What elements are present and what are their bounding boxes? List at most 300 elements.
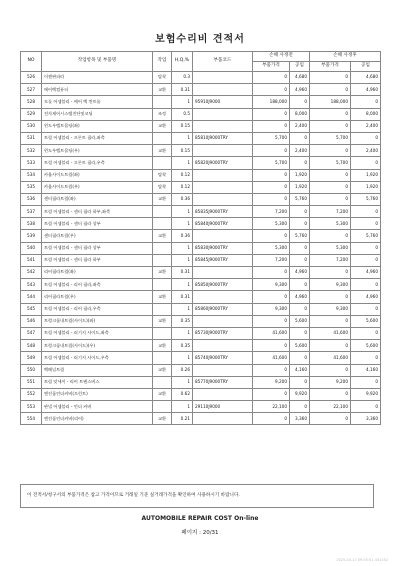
row-no: 553 xyxy=(21,401,42,413)
row-part-price-before: 7,200 xyxy=(253,206,290,218)
row-no: 541 xyxy=(21,254,42,266)
row-item-name: 엔진룸언더커버(리어) xyxy=(42,413,153,425)
row-job xyxy=(153,327,172,339)
row-labor-after: 2,400 xyxy=(351,120,381,132)
row-no: 537 xyxy=(21,206,42,218)
row-labor-after: 0 xyxy=(351,96,381,108)
row-labor-before: 0 xyxy=(290,327,310,339)
row-labor-after: 0 xyxy=(351,218,381,230)
row-labor-after: 1,920 xyxy=(351,181,381,193)
row-part-code: 85740J9000TRY xyxy=(193,352,253,364)
row-no: 550 xyxy=(21,364,42,376)
row-job xyxy=(153,254,172,266)
row-no: 540 xyxy=(21,242,42,254)
row-part-code: 85835J9000TRY xyxy=(193,206,253,218)
row-item-name: 백패널트림 xyxy=(42,364,153,376)
row-part-price-before: 0 xyxy=(253,230,290,242)
row-part-price-before: 5,300 xyxy=(253,218,290,230)
row-part-price-before: 9,200 xyxy=(253,376,290,388)
row-part-price-after: 0 xyxy=(310,193,351,205)
row-part-price-before: 0 xyxy=(253,413,290,425)
row-no: 529 xyxy=(21,108,42,120)
row-hq: 0.21 xyxy=(172,413,193,425)
row-part-price-after: 0 xyxy=(310,315,351,327)
row-labor-before: 0 xyxy=(290,279,310,291)
row-part-price-before: 22,100 xyxy=(253,401,290,413)
row-labor-before: 0 xyxy=(290,132,310,144)
row-part-price-after: 41,600 xyxy=(310,352,351,364)
row-hq: 1 xyxy=(172,96,193,108)
row-part-code: 85830J9000TRY xyxy=(193,242,253,254)
row-hq: 0.31 xyxy=(172,291,193,303)
row-part-code xyxy=(193,340,253,352)
table-row xyxy=(21,279,381,291)
row-job xyxy=(153,218,172,230)
row-job: 탈착 xyxy=(153,169,172,181)
row-labor-before: 5,600 xyxy=(290,340,310,352)
row-item-name: 트림 앗세이 - 리어 트랜스버스 xyxy=(42,376,153,388)
row-job xyxy=(153,352,172,364)
row-labor-before: 0 xyxy=(290,376,310,388)
row-part-price-after: 0 xyxy=(310,388,351,400)
row-labor-before: 0 xyxy=(290,303,310,315)
table-row xyxy=(21,120,381,132)
row-part-price-before: 0 xyxy=(253,340,290,352)
row-part-price-before: 0 xyxy=(253,108,290,120)
row-no: 527 xyxy=(21,84,42,96)
row-labor-after: 0 xyxy=(351,376,381,388)
row-job xyxy=(153,157,172,169)
table-row xyxy=(21,84,381,96)
header-damage-after: 손해 사정후 xyxy=(310,52,381,62)
row-no: 532 xyxy=(21,145,42,157)
header-no: NO xyxy=(21,52,42,72)
table-row xyxy=(21,206,381,218)
row-job xyxy=(153,376,172,388)
row-hq: 1 xyxy=(172,303,193,315)
row-part-code xyxy=(193,108,253,120)
row-labor-before: 2,400 xyxy=(290,120,310,132)
table-header-row xyxy=(21,52,381,62)
table-row xyxy=(21,291,381,303)
row-item-name: 트림 어셈블리 - 센터 필라 하부,좌측 xyxy=(42,206,153,218)
row-labor-before: 1,920 xyxy=(290,169,310,181)
row-labor-after: 8,000 xyxy=(351,108,381,120)
row-labor-after: 5,760 xyxy=(351,230,381,242)
row-hq: 0.15 xyxy=(172,145,193,157)
row-labor-after: 9,920 xyxy=(351,388,381,400)
header-part-price-before: 부품가격 xyxy=(253,62,290,72)
row-hq: 0.12 xyxy=(172,181,193,193)
row-item-name: 판넬 어셈블리 - 언더 커버 xyxy=(42,401,153,413)
row-part-code xyxy=(193,291,253,303)
row-part-price-before: 9,300 xyxy=(253,303,290,315)
row-part-price-before: 5,700 xyxy=(253,157,290,169)
row-hq: 0.36 xyxy=(172,230,193,242)
row-job xyxy=(153,96,172,108)
row-hq: 0.15 xyxy=(172,120,193,132)
row-part-price-after: 7,200 xyxy=(310,254,351,266)
table-row xyxy=(21,108,381,120)
row-hq: 1 xyxy=(172,132,193,144)
row-no: 531 xyxy=(21,132,42,144)
row-hq: 1 xyxy=(172,206,193,218)
row-labor-before: 0 xyxy=(290,401,310,413)
row-item-name: 카울사이드트림(우) xyxy=(42,181,153,193)
row-part-price-before: 0 xyxy=(253,145,290,157)
row-hq: 1 xyxy=(172,279,193,291)
table-row xyxy=(21,340,381,352)
row-part-code: 85820J9000TRY xyxy=(193,157,253,169)
row-part-price-after: 9,300 xyxy=(310,279,351,291)
table-row xyxy=(21,413,381,425)
row-item-name: 트림 어셈블리 - 러기지 사이드,좌측 xyxy=(42,327,153,339)
table-row xyxy=(21,145,381,157)
row-job: 교환 xyxy=(153,388,172,400)
row-hq: 1 xyxy=(172,242,193,254)
row-part-price-after: 188,000 xyxy=(310,96,351,108)
row-part-price-after: 0 xyxy=(310,364,351,376)
row-hq: 1 xyxy=(172,254,193,266)
footer-title: AUTOMOBILE REPAIR COST On-line xyxy=(141,515,259,522)
row-part-code: 85860J9000TRY xyxy=(193,303,253,315)
row-labor-before: 0 xyxy=(290,206,310,218)
row-item-name: 센터필라트림(좌) xyxy=(42,193,153,205)
row-job: 탈착 xyxy=(153,72,172,84)
row-item-name: 트림 어셈블리 - 센터 필라 상부 xyxy=(42,218,153,230)
row-labor-before: 4,160 xyxy=(290,364,310,376)
row-labor-after: 4,960 xyxy=(351,267,381,279)
row-job: 교환 xyxy=(153,315,172,327)
row-hq: 1 xyxy=(172,376,193,388)
row-part-price-before: 0 xyxy=(253,120,290,132)
row-labor-before: 2,400 xyxy=(290,145,310,157)
row-labor-before: 1,920 xyxy=(290,181,310,193)
row-no: 552 xyxy=(21,388,42,400)
row-part-price-after: 0 xyxy=(310,413,351,425)
row-labor-before: 0 xyxy=(290,254,310,266)
row-part-price-after: 5,700 xyxy=(310,157,351,169)
row-part-code xyxy=(193,230,253,242)
row-labor-before: 9,920 xyxy=(290,388,310,400)
row-item-name: 리어필라트림(우) xyxy=(42,291,153,303)
header-labor-after: 공임 xyxy=(351,62,381,72)
table-row xyxy=(21,315,381,327)
row-no: 539 xyxy=(21,230,42,242)
row-labor-before: 5,760 xyxy=(290,193,310,205)
header-job: 작업 xyxy=(153,52,172,72)
row-part-price-before: 5,300 xyxy=(253,242,290,254)
row-part-price-after: 0 xyxy=(310,267,351,279)
estimate-table xyxy=(20,51,381,425)
row-part-code xyxy=(193,388,253,400)
row-job: 교환 xyxy=(153,413,172,425)
row-no: 546 xyxy=(21,315,42,327)
row-no: 554 xyxy=(21,413,42,425)
row-no: 544 xyxy=(21,291,42,303)
row-part-code xyxy=(193,364,253,376)
row-labor-after: 0 xyxy=(351,352,381,364)
row-part-code: 85770J9000TRY xyxy=(193,376,253,388)
row-part-price-before: 0 xyxy=(253,181,290,193)
row-part-code: 85840J9000TRY xyxy=(193,218,253,230)
table-row xyxy=(21,303,381,315)
row-labor-after: 1,920 xyxy=(351,169,381,181)
row-no: 533 xyxy=(21,157,42,169)
row-item-name: 트림 어셈블리 - 센터 필라 상부 xyxy=(42,242,153,254)
row-part-price-before: 9,300 xyxy=(253,279,290,291)
table-row xyxy=(21,242,381,254)
row-part-price-before: 0 xyxy=(253,364,290,376)
row-job: 교환 xyxy=(153,267,172,279)
row-part-price-before: 0 xyxy=(253,84,290,96)
row-no: 538 xyxy=(21,218,42,230)
row-job xyxy=(153,206,172,218)
row-labor-after: 2,400 xyxy=(351,145,381,157)
row-hq: 0.3 xyxy=(172,72,193,84)
row-no: 551 xyxy=(21,376,42,388)
row-hq: 0.12 xyxy=(172,169,193,181)
row-part-price-after: 0 xyxy=(310,230,351,242)
row-hq: 0.31 xyxy=(172,84,193,96)
row-labor-after: 0 xyxy=(351,254,381,266)
row-part-price-after: 22,100 xyxy=(310,401,351,413)
row-part-code: 95910J9000 xyxy=(193,96,253,108)
row-labor-after: 0 xyxy=(351,157,381,169)
row-labor-before: 5,600 xyxy=(290,315,310,327)
page-number: 페이지 : 20/31 xyxy=(181,530,219,536)
header-hq: H,Q,% xyxy=(172,52,193,72)
row-job xyxy=(153,279,172,291)
row-part-price-after: 5,700 xyxy=(310,132,351,144)
row-part-code: 85845J9000TRY xyxy=(193,254,253,266)
row-job xyxy=(153,303,172,315)
row-labor-after: 4,960 xyxy=(351,84,381,96)
row-labor-before: 5,760 xyxy=(290,230,310,242)
row-part-price-before: 188,000 xyxy=(253,96,290,108)
table-row xyxy=(21,267,381,279)
row-item-name: 모듈 어셈블리 - 에어 백 컨트롤 xyxy=(42,96,153,108)
row-part-price-after: 9,200 xyxy=(310,376,351,388)
row-labor-before: 0 xyxy=(290,96,310,108)
row-labor-after: 4,160 xyxy=(351,364,381,376)
row-labor-before: 0 xyxy=(290,218,310,230)
row-part-price-before: 0 xyxy=(253,193,290,205)
row-part-price-after: 0 xyxy=(310,145,351,157)
row-item-name: 카울사이드트림(좌) xyxy=(42,169,153,181)
row-part-price-after: 7,200 xyxy=(310,206,351,218)
table-row xyxy=(21,388,381,400)
row-labor-before: 4,960 xyxy=(290,84,310,96)
row-part-price-after: 0 xyxy=(310,340,351,352)
row-part-price-after: 5,300 xyxy=(310,242,351,254)
row-part-code xyxy=(193,120,253,132)
table-row xyxy=(21,352,381,364)
row-labor-after: 0 xyxy=(351,206,381,218)
price-note: 이 견적서/청구서의 부품가격은 참고 가격이므로 거래일 기준 실거래가격을 확인하여 사용하시기 바랍니다. xyxy=(20,484,374,508)
row-hq: 1 xyxy=(172,352,193,364)
row-part-code xyxy=(193,84,253,96)
row-part-code xyxy=(193,413,253,425)
row-part-price-before: 7,200 xyxy=(253,254,290,266)
row-job: 탈착 xyxy=(153,181,172,193)
row-part-price-before: 0 xyxy=(253,315,290,327)
row-labor-before: 8,000 xyxy=(290,108,310,120)
row-hq: 1 xyxy=(172,157,193,169)
row-part-price-after: 0 xyxy=(310,169,351,181)
row-hq: 0.62 xyxy=(172,388,193,400)
row-hq: 1 xyxy=(172,327,193,339)
row-labor-before: 4,680 xyxy=(290,72,310,84)
row-labor-after: 4,680 xyxy=(351,72,381,84)
row-part-price-before: 41,600 xyxy=(253,327,290,339)
row-item-name: 전자제어시스템진단및코딩 xyxy=(42,108,153,120)
row-job xyxy=(153,132,172,144)
row-part-price-after: 0 xyxy=(310,108,351,120)
row-item-name: 트렁크룸내트림(사이드)(우) xyxy=(42,340,153,352)
row-part-price-after: 9,300 xyxy=(310,303,351,315)
row-job: 교환 xyxy=(153,340,172,352)
row-hq: 0.35 xyxy=(172,340,193,352)
row-item-name: 에어백컴퓨터 xyxy=(42,84,153,96)
row-labor-before: 4,960 xyxy=(290,267,310,279)
header-damage-before: 손해 사정전 xyxy=(253,52,310,62)
row-hq: 0.36 xyxy=(172,193,193,205)
row-no: 534 xyxy=(21,169,42,181)
row-part-code: 85850J9000TRY xyxy=(193,279,253,291)
row-part-code xyxy=(193,145,253,157)
row-labor-before: 0 xyxy=(290,352,310,364)
row-item-name: 이젠판파라 xyxy=(42,72,153,84)
row-hq: 0.26 xyxy=(172,364,193,376)
row-hq: 0.5 xyxy=(172,108,193,120)
row-labor-after: 5,760 xyxy=(351,193,381,205)
row-labor-after: 0 xyxy=(351,327,381,339)
row-job: 조정 xyxy=(153,108,172,120)
row-part-code xyxy=(193,315,253,327)
row-part-price-after: 5,300 xyxy=(310,218,351,230)
table-row xyxy=(21,218,381,230)
header-labor-before: 공임 xyxy=(290,62,310,72)
row-labor-after: 0 xyxy=(351,132,381,144)
row-part-price-after: 0 xyxy=(310,181,351,193)
row-no: 535 xyxy=(21,181,42,193)
table-row xyxy=(21,157,381,169)
table-row xyxy=(21,72,381,84)
row-item-name: 트림 어셈블리 - 리어 필라,좌측 xyxy=(42,279,153,291)
row-hq: 0.35 xyxy=(172,315,193,327)
row-part-price-before: 5,700 xyxy=(253,132,290,144)
row-part-price-after: 0 xyxy=(310,84,351,96)
row-part-price-before: 0 xyxy=(253,267,290,279)
table-row xyxy=(21,96,381,108)
row-no: 549 xyxy=(21,352,42,364)
row-item-name: 엔진룸언더커버(프런트) xyxy=(42,388,153,400)
page-title: 보험수리비 견적서 xyxy=(155,34,245,45)
table-row xyxy=(21,254,381,266)
row-job xyxy=(153,242,172,254)
row-part-price-before: 0 xyxy=(253,72,290,84)
row-item-name: 트렁크룸내트림(사이드)(좌) xyxy=(42,315,153,327)
row-labor-after: 0 xyxy=(351,401,381,413)
row-labor-after: 4,960 xyxy=(351,291,381,303)
row-labor-before: 0 xyxy=(290,242,310,254)
header-part-price-after: 부품가격 xyxy=(310,62,351,72)
row-part-price-before: 0 xyxy=(253,291,290,303)
print-timestamp: 2025-04-17 09:35:51 401152 xyxy=(336,558,388,562)
row-part-code xyxy=(193,181,253,193)
table-row xyxy=(21,193,381,205)
row-labor-before: 3,360 xyxy=(290,413,310,425)
row-no: 528 xyxy=(21,96,42,108)
row-hq: 0.31 xyxy=(172,267,193,279)
table-row xyxy=(21,327,381,339)
row-no: 543 xyxy=(21,279,42,291)
row-item-name: 센터필라트림(우) xyxy=(42,230,153,242)
row-no: 530 xyxy=(21,120,42,132)
row-labor-after: 5,600 xyxy=(351,315,381,327)
row-part-code: 85730J9000TRY xyxy=(193,327,253,339)
row-no: 536 xyxy=(21,193,42,205)
row-no: 548 xyxy=(21,340,42,352)
row-job: 교환 xyxy=(153,84,172,96)
header-code: 부품코드 xyxy=(193,52,253,72)
row-item-name: 트림 어셈블리 - 프론트 필라,우측 xyxy=(42,157,153,169)
row-job: 교환 xyxy=(153,145,172,157)
row-no: 545 xyxy=(21,303,42,315)
row-job: 교환 xyxy=(153,364,172,376)
row-no: 542 xyxy=(21,267,42,279)
row-part-code xyxy=(193,193,253,205)
row-part-price-before: 0 xyxy=(253,169,290,181)
row-labor-before: 4,960 xyxy=(290,291,310,303)
row-part-code xyxy=(193,267,253,279)
table-row xyxy=(21,132,381,144)
row-part-code: 85810J9000TRY xyxy=(193,132,253,144)
row-part-price-after: 0 xyxy=(310,291,351,303)
row-part-price-before: 0 xyxy=(253,388,290,400)
row-part-code xyxy=(193,169,253,181)
row-part-code xyxy=(193,72,253,84)
row-item-name: 트림 어셈블리 - 프론트 필라,좌측 xyxy=(42,132,153,144)
row-labor-after: 0 xyxy=(351,303,381,315)
table-row xyxy=(21,169,381,181)
row-item-name: 트림 어셈블리 - 러기지 사이드,우측 xyxy=(42,352,153,364)
header-work: 작업항목 및 부품명 xyxy=(42,52,153,72)
row-hq: 1 xyxy=(172,401,193,413)
row-item-name: 리어필라트림(좌) xyxy=(42,267,153,279)
row-item-name: 트림 어셈블리 - 리어 필라,우측 xyxy=(42,303,153,315)
row-no: 547 xyxy=(21,327,42,339)
row-job: 교환 xyxy=(153,230,172,242)
row-no: 526 xyxy=(21,72,42,84)
row-job: 교환 xyxy=(153,291,172,303)
row-part-price-after: 41,600 xyxy=(310,327,351,339)
table-row xyxy=(21,181,381,193)
row-labor-after: 3,360 xyxy=(351,413,381,425)
table-row xyxy=(21,401,381,413)
row-part-price-after: 0 xyxy=(310,72,351,84)
row-item-name: 트림 어셈블리 - 센터 필라 하부 xyxy=(42,254,153,266)
row-labor-after: 0 xyxy=(351,279,381,291)
row-job xyxy=(153,401,172,413)
table-row xyxy=(21,230,381,242)
row-hq: 1 xyxy=(172,218,193,230)
table-row xyxy=(21,376,381,388)
row-part-code: 29110J9000 xyxy=(193,401,253,413)
row-part-price-after: 0 xyxy=(310,120,351,132)
row-item-name: 윈도우벨트몰딩(우) xyxy=(42,145,153,157)
